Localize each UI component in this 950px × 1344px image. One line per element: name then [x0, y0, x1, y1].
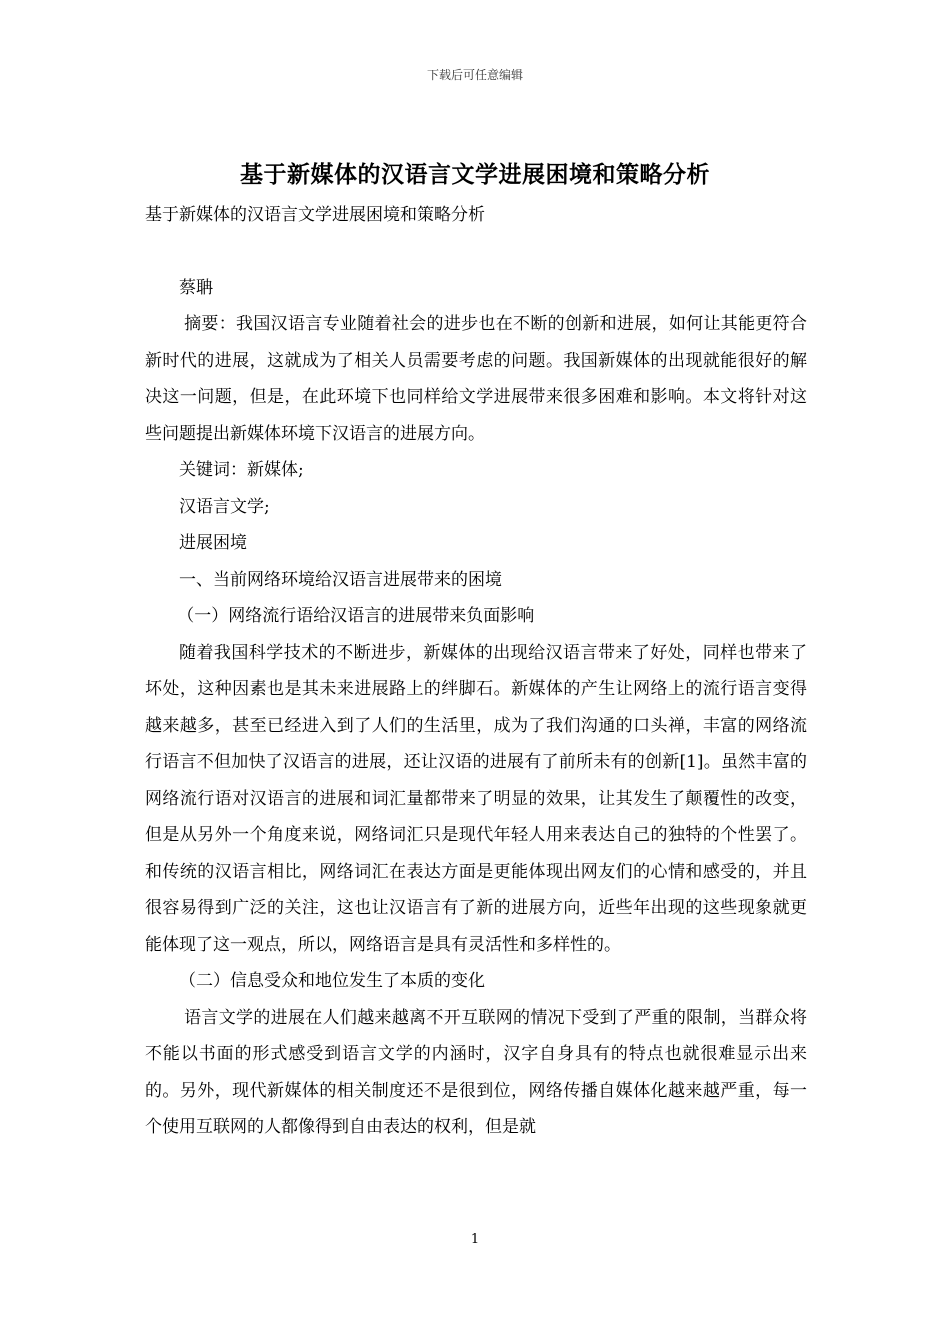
subsection-heading-1-1: （一）网络流行语给汉语言的进展带来负面影响: [177, 606, 535, 626]
body-paragraph-2: 语言文学的进展在人们越来越离不开互联网的情况下受到了严重的限制，当群众将不能以书面的形式感受到语言文学的内涵时，汉字自身具有的特点也就很难显示出来的。另外，现代新媒体的相关制度还不是很到位，网络传播自媒体化越来越严重，每一个使用互联网的人都像得到自由表达的权利，但是就: [145, 1007, 807, 1137]
page-header: 下载后可任意编辑: [426, 68, 523, 82]
document-body: [145, 197, 807, 1146]
keyword-line-2: 汉语言文学;: [179, 496, 270, 517]
subtitle: 基于新媒体的汉语言文学进展困境和策略分析: [145, 205, 485, 225]
body-paragraph-1: 随着我国科学技术的不断进步，新媒体的出现给汉语言带来了好处，同样也带来了坏处，这种因素也是其未来进展路上的绊脚石。新媒体的产生让网络上的流行语言变得越来越多，甚至已经进入到了人们的生活里，成为了我们沟通的口头禅，丰富的网络流行语言不但加快了汉语言的进展，还让汉语的进展有了前所未有的创新[1]。虽然丰富的网络流行语对汉语言的进展和词汇量都带来了明显的效果，让其发生了颠覆性的改变，但是从另外一个角度来说，网络词汇只是现代年轻人用来表达自己的独特的个性罢了。和传统的汉语言相比，网络词汇在表达方面是更能体现出网友们的心情和感受的，并且很容易得到广泛的关注，这也让汉语言有了新的进展方向，近些年出现的这些现象就更能体现了这一观点，所以，网络语言是具有灵活性和多样性的。: [145, 642, 807, 955]
page-number: 1: [470, 1232, 480, 1247]
keyword-line-1: 关键词：新媒体;: [179, 460, 304, 480]
keyword-line-3: 进展困境: [179, 533, 247, 553]
author-name: 蔡聃: [179, 277, 213, 298]
section-heading-1: 一、当前网络环境给汉语言进展带来的困境: [179, 569, 502, 590]
subsection-heading-1-2: （二）信息受众和地位发生了本质的变化: [179, 971, 485, 991]
abstract-paragraph: 摘要：我国汉语言专业随着社会的进步也在不断的创新和进展，如何让其能更符合新时代的进展，这就成为了相关人员需要考虑的问题。我国新媒体的出现就能很好的解决这一问题，但是，在此环境下也同样给文学进展带来很多困难和影响。本文将针对这些问题提出新媒体环境下汉语言的进展方向。: [145, 314, 807, 444]
document-title: 基于新媒体的汉语言文学进展困境和策略分析: [240, 161, 710, 188]
spacer: [145, 234, 807, 270]
